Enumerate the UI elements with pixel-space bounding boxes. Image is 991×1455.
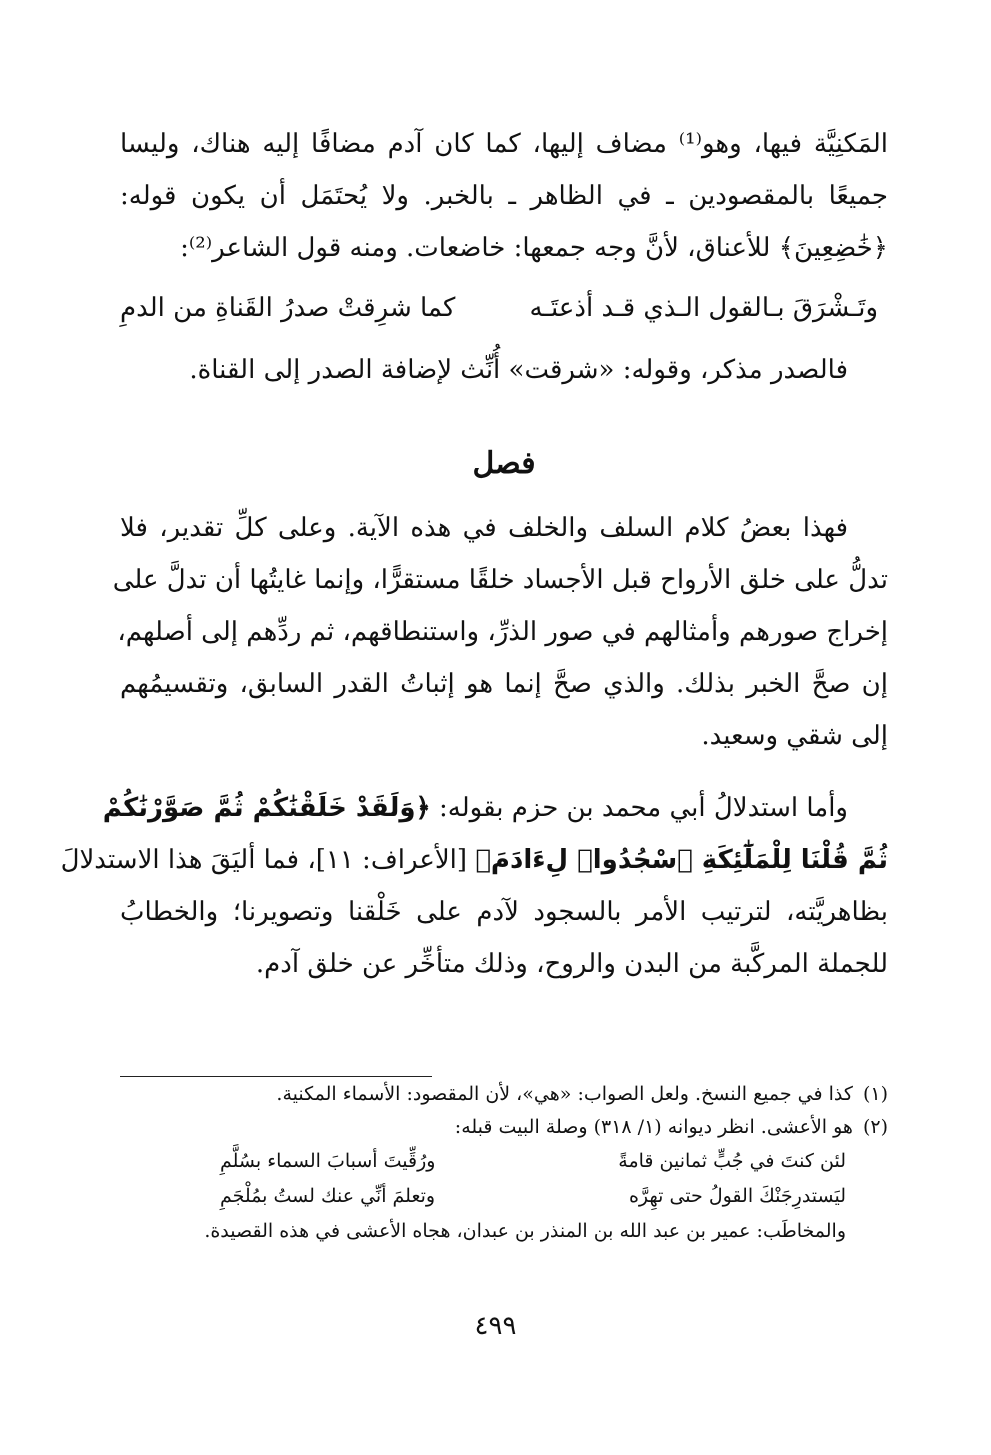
footnotes xyxy=(120,1078,888,1249)
quran-verse: ثُمَّ قُلْنَا لِلْمَلَٰٓئِكَةِ ٱسْجُدُوا۟ لِءَادَمَ﴾ xyxy=(475,845,888,875)
text-line: جميعًا بالمقصودين ـ في الظاهر ـ بالخبر. ولا يُحتَمَل أن يكون قوله: xyxy=(120,181,888,211)
text-line xyxy=(102,782,888,834)
text-line: بظاهريَّته، لترتيب الأمر بالسجود لآدم على خَلْقنا وتصويرنا؛ والخطابُ xyxy=(120,897,888,927)
verse-first-hemistich: وتَـشْرَقَ بـالقول الـذي قـد أذعتَـه xyxy=(529,293,878,323)
verse-second-hemistich: كما شرِقتْ صدرُ القَناةِ من الدمِ xyxy=(120,293,456,323)
text-line: للجملة المركَّبة من البدن والروح، وذلك متأخِّر عن خلق آدم. xyxy=(255,949,888,979)
paragraph xyxy=(60,782,888,990)
text-line: تدلُّ على خلق الأرواح قبل الأجساد خلقًا مستقرًّا، وإنما غايتُها أن تدلَّ على xyxy=(112,565,888,595)
footnote-2 xyxy=(120,1111,888,1144)
verse-second-hemistich: ورُقِّيتَ أسبابَ السماء بسُلَّمِ xyxy=(220,1150,436,1172)
text-line: إخراج صورهم وأمثالهم في صور الذرِّ، واستنطاقهم، ثم ردِّهم إلى أصلهم، xyxy=(117,617,888,647)
footnote-text: هو الأعشى. انظر ديوانه (١/ ٣١٨) وصلة البيت قبله: xyxy=(454,1116,853,1138)
footnote-1 xyxy=(120,1078,888,1111)
verse-first-hemistich: لئن كنتَ في جُبٍّ ثمانين قامةً xyxy=(618,1150,846,1172)
text-line: إلى شقي وسعيد. xyxy=(701,721,888,751)
footnote-number: (٢) xyxy=(862,1116,888,1138)
main-text xyxy=(60,118,888,1010)
page-number: ٤٩٩ xyxy=(474,1311,517,1341)
footnote-verse xyxy=(120,1144,888,1179)
footnote-separator xyxy=(120,1076,432,1077)
text-line xyxy=(60,834,888,886)
text-line: ﴿خَٰضِعِينَ﴾ للأعناق، لأنَّ وجه جمعها: خاضعات. ومنه قول الشاعر⁽²⁾: xyxy=(180,233,888,263)
paragraph xyxy=(112,502,888,762)
text-line: فالصدر مذكر، وقوله: «شرقت» أُنِّث لإضافة الصدر إلى القناة. xyxy=(189,355,848,385)
text-span: [الأعراف: ١١]، فما أليَقَ هذا الاستدلالَ xyxy=(60,845,476,875)
verse-second-hemistich: وتعلمَ أنِّي عنك لستُ بمُلْجَمِ xyxy=(220,1185,436,1207)
footnote-number: (١) xyxy=(862,1083,888,1105)
verse-first-hemistich: ليَستدرِجَنْكَ القولُ حتى تهِرَّه xyxy=(628,1185,846,1207)
footnote-verse xyxy=(120,1179,888,1214)
text-line: فهذا بعضُ كلام السلف والخلف في هذه الآية. وعلى كلِّ تقدير، فلا xyxy=(120,513,848,543)
footnote-text: كذا في جميع النسخ. ولعل الصواب: «هي»، لأن المقصود: الأسماء المكنية. xyxy=(276,1083,853,1105)
text-line: إن صحَّ الخبر بذلك. والذي صحَّ إنما هو إثباتُ القدر السابق، وتقسيمُهم xyxy=(120,669,888,699)
section-heading: فصل xyxy=(472,446,536,481)
footnote-text: والمخاطَب: عمير بن عبد الله بن المنذر بن عبدان، هجاه الأعشى في هذه القصيدة. xyxy=(204,1220,846,1242)
poetry-verse xyxy=(120,274,888,342)
text-span: وأما استدلالُ أبي محمد بن حزم بقوله: xyxy=(430,793,848,823)
text-line: المَكنِيَّة فيها، وهو⁽¹⁾ مضاف إليها، كما كان آدم مضافًا إليه هناك، وليسا xyxy=(120,129,888,159)
quran-verse: ﴿وَلَقَدْ خَلَقْنَٰكُمْ ثُمَّ صَوَّرْنَٰكُمْ xyxy=(102,793,431,823)
